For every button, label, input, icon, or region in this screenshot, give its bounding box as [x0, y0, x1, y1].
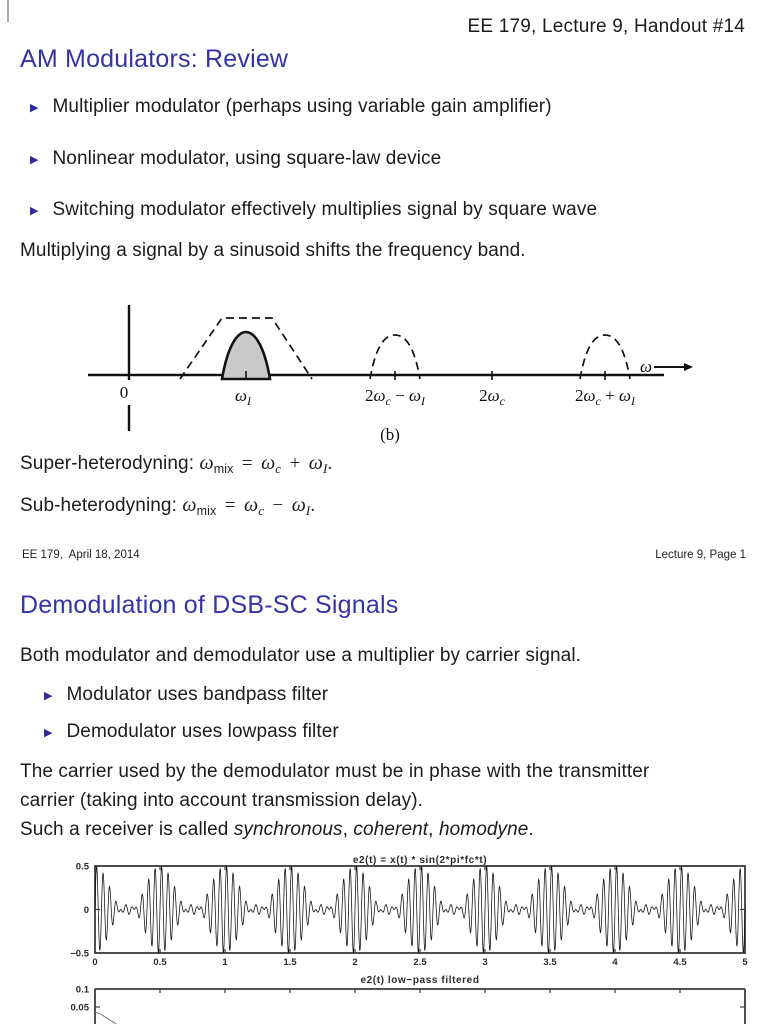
x-tick-label: 0: [92, 957, 98, 968]
bullet-item: [44, 684, 328, 706]
x-tick-label: 1: [222, 957, 228, 968]
plot1-title: e2(t) = x(t) * sin(2*pi*fc*t): [352, 855, 488, 866]
plot1-waveform: [95, 867, 745, 953]
x-tick-label: 3: [482, 957, 488, 968]
handout-header: EE 179, Lecture 9, Handout #14: [467, 16, 745, 37]
x-tick-label: 2.5: [413, 957, 427, 968]
y-tick-label: 0: [83, 905, 89, 916]
formula-label: Super-heterodyning:: [20, 453, 195, 474]
paragraph: Multiplying a signal by a sinusoid shifts the frequency band.: [20, 240, 526, 261]
bullet-item: [30, 96, 552, 118]
y-tick-label: 0.1: [75, 984, 89, 996]
paragraph-synchronous: Such a receiver is called synchronous, coherent, homodyne.: [20, 819, 534, 840]
bullet-label: Nonlinear modulator, using square-law device: [52, 148, 442, 169]
x-tick-label: 2: [352, 957, 358, 968]
bullet-label: Demodulator uses lowpass filter: [66, 721, 339, 742]
y-tick-label: 0.05: [70, 1002, 89, 1014]
omega-arrow-head: [684, 363, 693, 371]
sub-heterodyning-line: Sub-heterodyning: $\omega_{mix} = \omega_c - \omega_I$.: [20, 494, 316, 518]
omega-I-label: $\omega_I$: [234, 386, 252, 408]
bullet-label: Multiplier modulator (perhaps using variable gain amplifier): [52, 96, 552, 117]
figure-caption: (b): [380, 425, 400, 444]
formula-label: Sub-heterodyning:: [20, 495, 177, 516]
bullet-item: [30, 199, 597, 221]
super-heterodyning-line: Super-heterodyning: $\omega_{mix} = \omega_c + \omega_I$.: [20, 452, 333, 476]
frequency-spectrum-diagram: [88, 288, 700, 445]
x-tick-label: 3.5: [543, 957, 557, 968]
bullet-label: Switching modulator effectively multiplies signal by square wave: [52, 199, 598, 220]
two-omega-c-label: $2\omega_c$: [479, 386, 505, 408]
lowpass-filtered-plot: [60, 975, 760, 1024]
footer-right: Lecture 9, Page 1: [655, 549, 746, 561]
bullet-triangle-icon: ▶: [30, 205, 39, 217]
omega-axis-label: ω: [640, 357, 653, 376]
paragraph: The carrier used by the demodulator must be in phase with the transmitter carrier (taking into account transmission delay).: [20, 761, 650, 811]
slide2-title: Demodulation of DSB-SC Signals: [20, 591, 399, 619]
modulated-signal-plot: [60, 855, 760, 968]
zero-label: 0: [119, 383, 129, 402]
y-tick-label: 0.5: [75, 861, 89, 873]
footer-left: EE 179, April 18, 2014: [22, 549, 140, 561]
bullet-triangle-icon: ▶: [44, 727, 53, 739]
scan-artifact-mark: [7, 0, 9, 22]
x-tick-label: 4.5: [673, 957, 687, 968]
plot2-title: e2(t) low−pass filtered: [360, 975, 480, 986]
x-tick-label: 0.5: [153, 957, 167, 968]
bullet-item: [44, 721, 339, 743]
plot1-axes-ticks: [70, 862, 748, 969]
slide1-title: AM Modulators: Review: [20, 45, 289, 73]
bullet-triangle-icon: ▶: [44, 690, 53, 702]
two-omega-c-plus-label: $2\omega_c + \omega_I$: [575, 386, 635, 408]
x-tick-label: 1.5: [283, 957, 297, 968]
bullet-label: Modulator uses bandpass filter: [66, 684, 329, 705]
bullet-item: [30, 148, 441, 170]
plot2-curve-fragment: [95, 1012, 117, 1024]
y-tick-label: −0.5: [70, 948, 89, 960]
two-omega-c-minus-label: $2\omega_c - \omega_I$: [365, 386, 425, 408]
x-tick-label: 5: [742, 957, 748, 968]
paragraph: Both modulator and demodulator use a multiplier by carrier signal.: [20, 645, 582, 666]
bullet-triangle-icon: ▶: [30, 102, 39, 114]
x-tick-label: 4: [612, 957, 618, 968]
bullet-triangle-icon: ▶: [30, 154, 39, 166]
